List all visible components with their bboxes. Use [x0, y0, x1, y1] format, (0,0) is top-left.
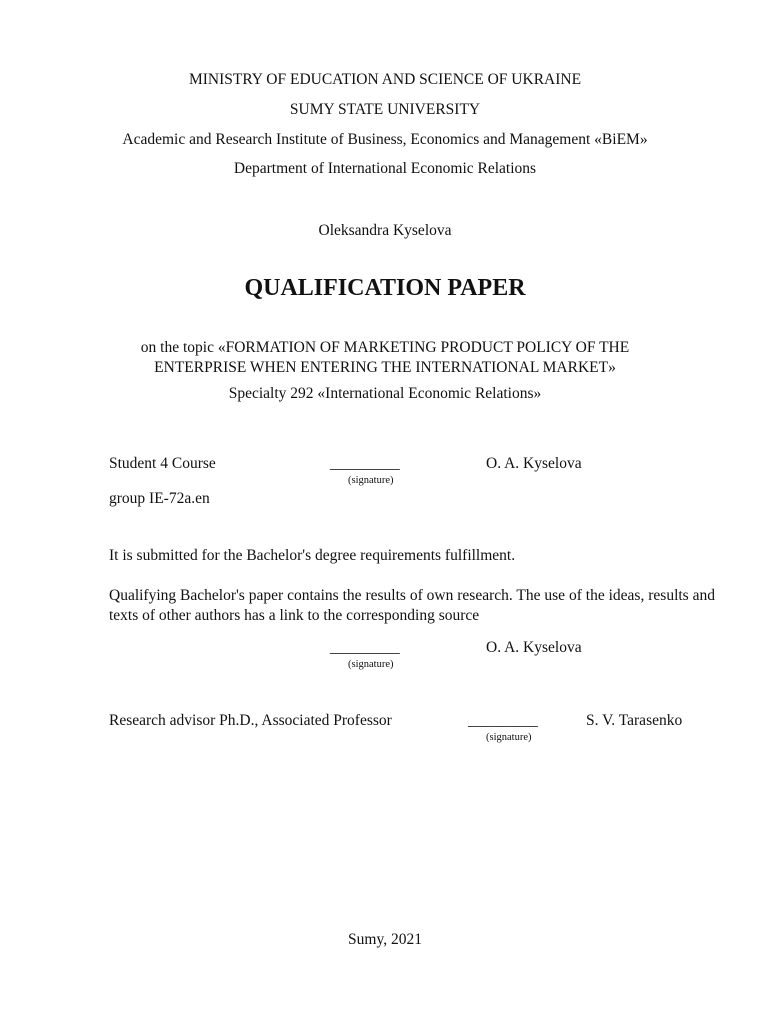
- student-group: group IE-72a.en: [109, 490, 210, 507]
- submission-statement: It is submitted for the Bachelor's degree requirements fulfillment.: [109, 547, 516, 564]
- originality-signature-caption: (signature): [348, 659, 394, 670]
- originality-statement: Qualifying Bachelor's paper contains the results of own research. The use of the ideas, results and texts of other authors has a link to the corresponding source: [109, 587, 715, 624]
- author-name: Oleksandra Kyselova: [318, 222, 452, 239]
- advisor-name: S. V. Tarasenko: [586, 712, 683, 729]
- topic-line-2: ENTERPRISE WHEN ENTERING THE INTERNATIONAL MARKET»: [154, 359, 616, 376]
- student-name: O. A. Kyselova: [486, 455, 582, 472]
- advisor-signature-line: _________: [468, 712, 538, 729]
- university-line: SUMY STATE UNIVERSITY: [289, 101, 481, 118]
- place-year: Sumy, 2021: [348, 931, 422, 948]
- student-signature-caption: (signature): [348, 475, 394, 486]
- student-signature-line: _________: [330, 455, 400, 472]
- paper-title: QUALIFICATION PAPER: [244, 275, 526, 301]
- advisor-signature-caption: (signature): [486, 732, 532, 743]
- institute-line: Academic and Research Institute of Business, Economics and Management «BiEM»: [122, 131, 648, 148]
- department-line: Department of International Economic Relations: [233, 160, 537, 177]
- originality-signature-line: _________: [330, 639, 400, 656]
- topic-line-1: on the topic «FORMATION OF MARKETING PRODUCT POLICY OF THE: [140, 339, 630, 356]
- ministry-line: MINISTRY OF EDUCATION AND SCIENCE OF UKRAINE: [188, 71, 582, 88]
- student-course: Student 4 Course: [109, 455, 216, 472]
- specialty-line: Specialty 292 «International Economic Relations»: [228, 385, 542, 402]
- advisor-label: Research advisor Ph.D., Associated Professor: [109, 712, 392, 729]
- originality-name: O. A. Kyselova: [486, 639, 582, 656]
